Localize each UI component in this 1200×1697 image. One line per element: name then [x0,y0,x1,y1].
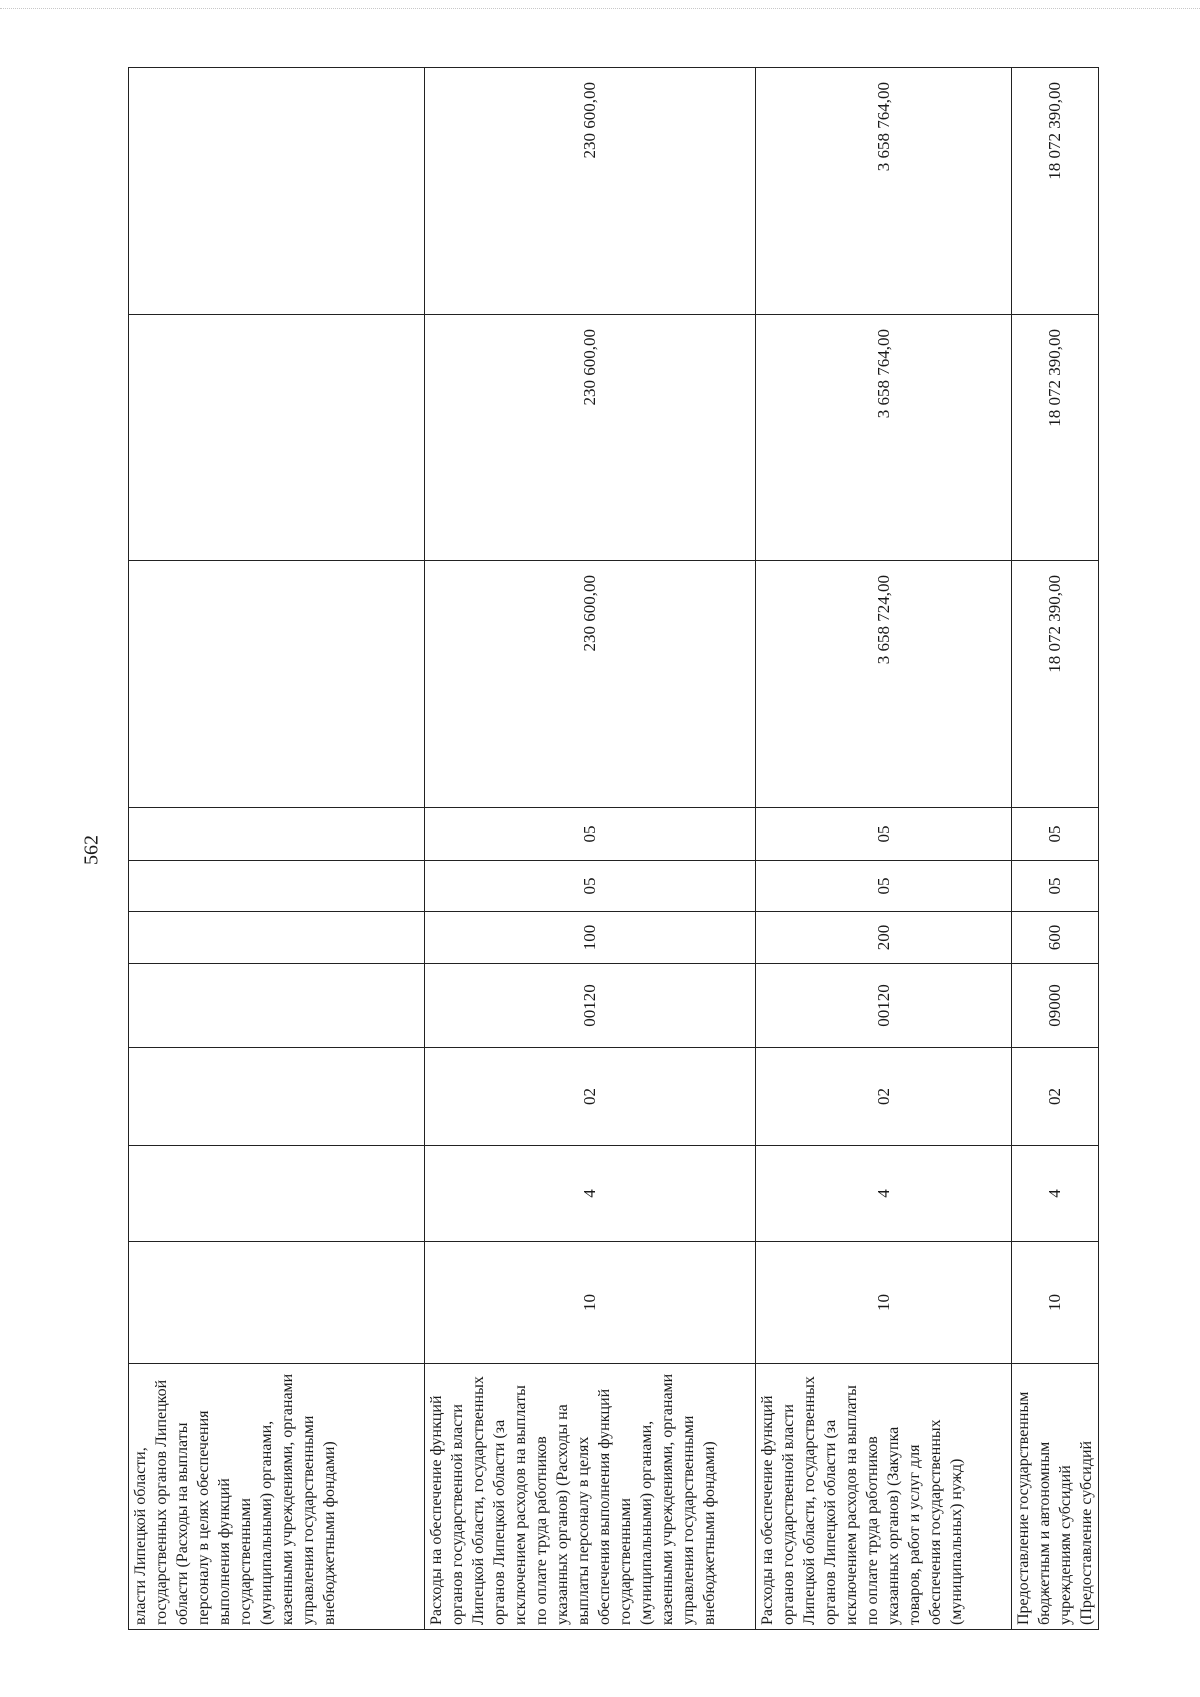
cell-sum-3: 230 600,00 [425,68,756,315]
cell-section: 4 [756,1146,1012,1242]
cell-code-2: 05 [425,808,756,861]
cell-sum-2: 3 658 764,00 [756,315,1012,561]
cell-sum-1: 3 658 724,00 [756,561,1012,808]
cell-sum-2 [129,315,425,561]
page-number: 562 [80,835,103,865]
cell-code-1: 05 [756,861,1012,912]
cell-sum-1: 18 072 390,00 [1012,561,1099,808]
cell-code-2: 05 [1012,808,1099,861]
cell-sum-3 [129,68,425,315]
table-row [1012,68,1099,1630]
table-row [129,68,425,1630]
row-description: Предоставление государственным бюджетным и автономным учреждениям субсидий (Предоставление субсидий [1012,1364,1099,1630]
cell-sum-2: 18 072 390,00 [1012,315,1099,561]
row-description: власти Липецкой области, государственных органов Липецкой области (Расходы на выплаты персоналу в целях обеспечения выполнения функций государственными (муниципальными) органами, казенными учреждениями, органами управления государственными внебюджетными фондами) [129,1364,425,1630]
cell-subsection: 02 [425,1048,756,1146]
cell-section [129,1146,425,1242]
cell-expense-type: 600 [1012,912,1099,964]
cell-ministry: 10 [1012,1242,1099,1364]
table-row [425,68,756,1630]
cell-subsection: 02 [1012,1048,1099,1146]
cell-ministry [129,1242,425,1364]
cell-ministry: 10 [756,1242,1012,1364]
cell-expense-type [129,912,425,964]
cell-section: 4 [1012,1146,1099,1242]
cell-sum-1: 230 600,00 [425,561,756,808]
cell-expense-type: 100 [425,912,756,964]
cell-code-1: 05 [1012,861,1099,912]
cell-code-1 [129,861,425,912]
cell-ministry: 10 [425,1242,756,1364]
cell-expense-type: 200 [756,912,1012,964]
cell-section: 4 [425,1146,756,1242]
cell-sum-3: 18 072 390,00 [1012,68,1099,315]
row-description: Расходы на обеспечение функций органов государственной власти Липецкой области, государственных органов Липецкой области (за исключением расходов на выплаты по оплате труда работников указанных органов) (Расходы на выплаты персоналу в целях обеспечения выполнения функций государственными (муниципальными) органами, казенными учреждениями, органами управления государственными внебюджетными фондами) [425,1364,756,1630]
table-row [756,68,1012,1630]
row-description: Расходы на обеспечение функций органов государственной власти Липецкой области, государственных органов Липецкой области (за исключением расходов на выплаты по оплате труда работников указанных органов) (Закупка товаров, работ и услуг для обеспечения государственных (муниципальных) нужд) [756,1364,1012,1630]
cell-sum-1 [129,561,425,808]
cell-sum-3: 3 658 764,00 [756,68,1012,315]
cell-sum-2: 230 600,00 [425,315,756,561]
cell-code-2: 05 [756,808,1012,861]
cell-code-1: 05 [425,861,756,912]
cell-subsection: 02 [756,1048,1012,1146]
cell-code-2 [129,808,425,861]
budget-table-container [128,68,1095,1630]
cell-target: 09000 [1012,964,1099,1048]
budget-table [128,67,1099,1630]
cell-subsection [129,1048,425,1146]
cell-target [129,964,425,1048]
scan-edge [0,8,1200,9]
cell-target: 00120 [756,964,1012,1048]
cell-target: 00120 [425,964,756,1048]
